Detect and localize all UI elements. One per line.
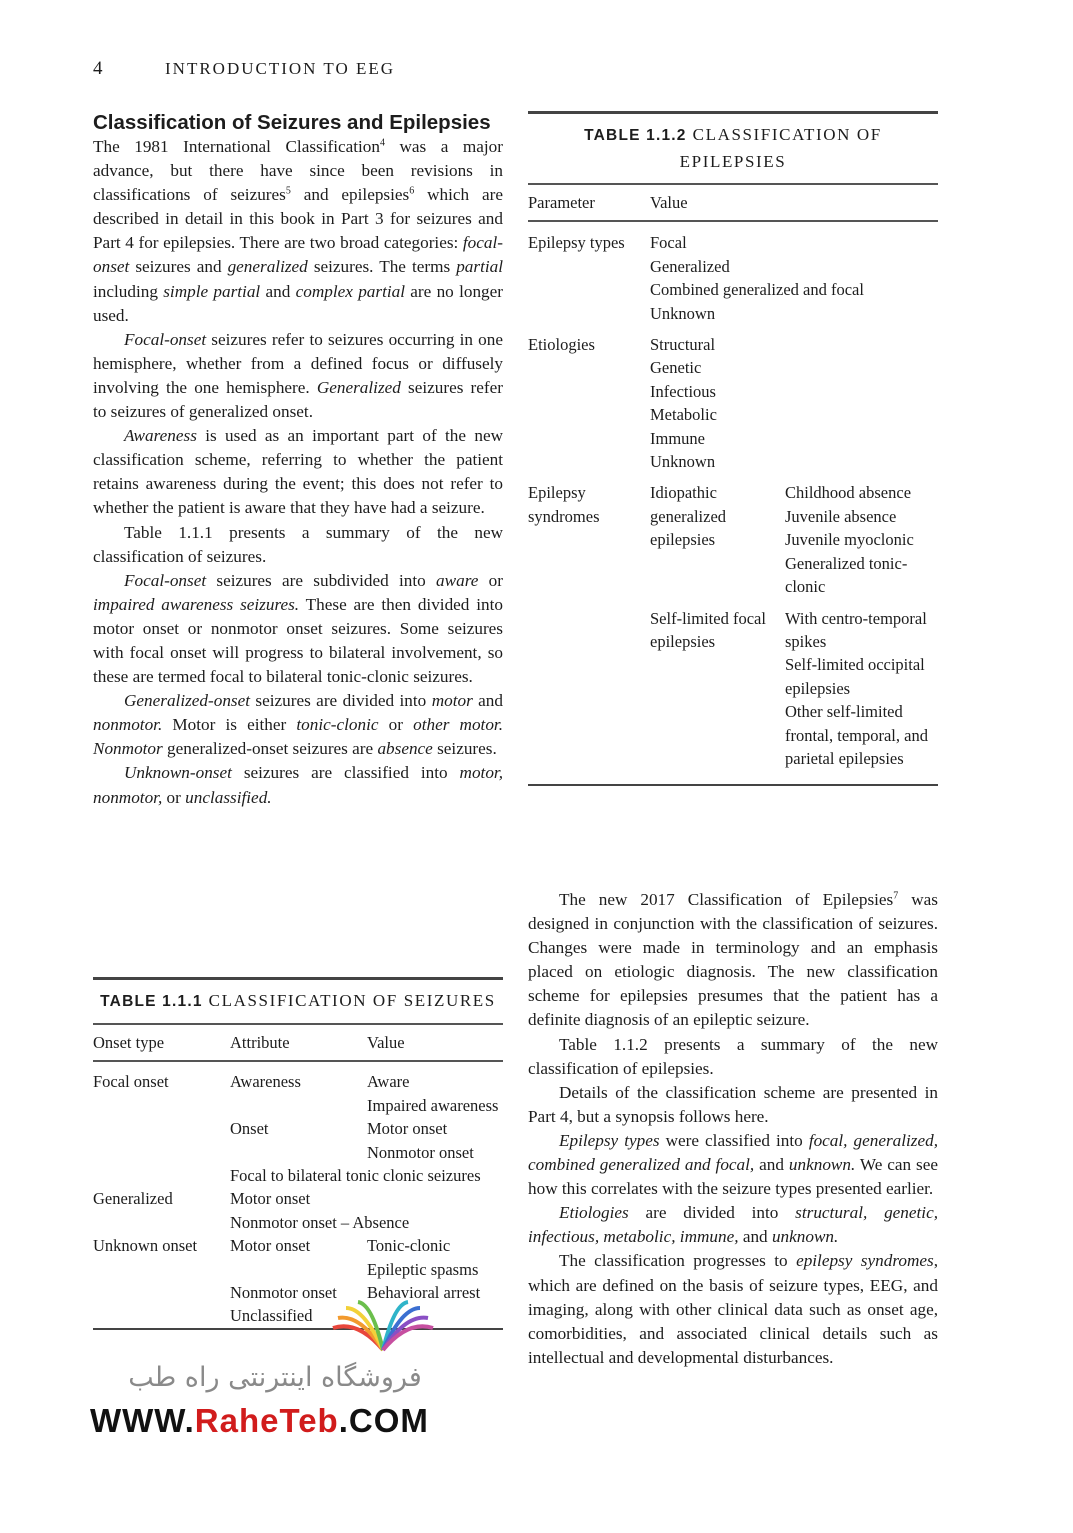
table-number: TABLE 1.1.1: [100, 993, 203, 1010]
header-value: Value: [367, 1033, 405, 1052]
header-parameter: Parameter: [528, 193, 595, 212]
section-heading: Classification of Seizures and Epilepsies: [93, 111, 491, 134]
value-item: Infectious: [650, 381, 716, 401]
value-item: Structural: [650, 335, 716, 355]
cell-value: [785, 607, 938, 771]
paragraph: Unknown-onset seizures are classified into motor, nonmotor, or unclassified.: [93, 763, 503, 807]
value-item: Nonmotor onset: [367, 1142, 474, 1162]
url-brand: RaheTeb: [194, 1402, 339, 1439]
table-caption: [93, 980, 503, 1023]
url-suffix: .COM: [338, 1402, 429, 1439]
value-item: Unknown: [650, 303, 716, 323]
value-item: Behavioral arrest: [367, 1283, 481, 1303]
table-row: [93, 1164, 503, 1187]
value-item: Impaired awareness: [367, 1095, 499, 1115]
value-item: Tonic-clonic: [367, 1236, 451, 1256]
paragraph: Table 1.1.2 presents a summary of the new classification of epilepsies.: [528, 1034, 938, 1078]
value-item: Self-limited occipital epilepsies: [785, 655, 925, 698]
header-onset-type: Onset type: [93, 1033, 165, 1052]
paragraph: The new 2017 Classification of Epilepsies$^7$ was designed in conjunction with the classification of seizures. Changes were made in terminology and an emphasis placed on etiologic diagnosis. The new classification scheme for epilepsies presumes that the patient has a definite diagnosis of an epileptic seizure.: [528, 890, 938, 1030]
table-row: [528, 325, 938, 473]
cell-onset-type: [93, 1211, 230, 1234]
value-item: Focal: [650, 233, 687, 253]
value-item: Childhood absence: [785, 483, 912, 503]
table-classification-of-seizures: [93, 977, 503, 1330]
paragraph: The 1981 International Classification$^4$ was a major advance, but there have since been revisions in classifications of seizures$^5$ and epilepsies$^6$ which are described in detail in this book in Part 3 for seizures and Part 4 for epilepsies. There are two broad categories: focal-onset seizures and generalized seizures. The terms partial including simple partial and complex partial are no longer used.: [93, 137, 503, 325]
page-number: 4: [93, 58, 103, 79]
table-title: CLASSIFICATION OF EPILEPSIES: [679, 125, 882, 171]
cell-value: [367, 1187, 503, 1210]
cell-parameter: Epilepsy types: [528, 233, 625, 253]
table-body: [528, 222, 938, 784]
value-item: Aware: [367, 1072, 410, 1092]
value-item: Generalized tonic-clonic: [785, 553, 908, 597]
table-row: [93, 1234, 503, 1281]
paragraph: Etiologies are divided into structural, genetic, infectious, metabolic, immune, and unknown.: [528, 1203, 938, 1247]
cell-onset-type: [93, 1117, 230, 1164]
header-attribute: Attribute: [230, 1033, 290, 1052]
value-item: Juvenile absence: [785, 506, 897, 526]
table-classification-of-epilepsies: [528, 111, 938, 786]
cell-parameter: Etiologies: [528, 335, 595, 355]
table-number: TABLE 1.1.2: [584, 127, 687, 144]
table-row: [93, 1070, 503, 1117]
cell-attribute: Motor onset: [230, 1236, 311, 1256]
running-head: [93, 58, 395, 80]
cell-value: [785, 481, 938, 598]
cell-subgroup: Self-limited focal epilepsies: [650, 608, 766, 651]
table-title: CLASSIFICATION OF SEIZURES: [208, 991, 496, 1010]
table-body: [93, 1062, 503, 1327]
paragraph: Awareness is used as an important part of the new classification scheme, referring to whether the patient retains awareness during the event; this does not refer to whether the patient is aware that they have had a seizure.: [93, 426, 503, 518]
cell-onset-type: Generalized: [93, 1189, 173, 1209]
cell-attribute: Awareness: [230, 1072, 301, 1092]
cell-onset-type: Focal onset: [93, 1072, 169, 1092]
paragraph: Generalized-onset seizures are divided into motor and nonmotor. Motor is either tonic-clonic or other motor. Nonmotor generalized-onset seizures are absence seizures.: [93, 691, 504, 759]
value-item: Combined generalized and focal: [650, 280, 864, 300]
watermark-persian-text: فروشگاه اینترنتی راه طب: [128, 1362, 422, 1393]
value-item: With centro-temporal spikes: [785, 608, 927, 651]
cell-onset-type: Unknown onset: [93, 1236, 198, 1256]
table-row: [528, 473, 938, 598]
table-caption: [528, 114, 938, 183]
book-logo-icon: [328, 1300, 438, 1360]
paragraph: Table 1.1.1 presents a summary of the new classification of seizures.: [93, 522, 503, 566]
value-item: Motor onset: [367, 1119, 448, 1139]
paragraph: Epilepsy types were classified into focal, generalized, combined generalized and focal, and unknown. We can see how this correlates with the seizure types presented earlier.: [528, 1130, 939, 1199]
cell-value: [367, 1117, 503, 1164]
table-row: [93, 1117, 503, 1164]
table-header-row: [528, 185, 938, 220]
paragraph: Focal-onset seizures refer to seizures occurring in one hemisphere, whether from a defined focus or diffusely involving the one hemisphere. Generalized seizures refer to seizures of generalized onset.: [93, 329, 503, 422]
paragraph: Details of the classification scheme are presented in Part 4, but a synopsis follows here.: [528, 1082, 938, 1126]
table-row: [93, 1187, 503, 1210]
value-item: Metabolic: [650, 405, 717, 425]
cell-parameter: [528, 607, 650, 771]
paragraph: The classification progresses to epilepsy syndromes, which are defined on the basis of seizure types, EEG, and imaging, along with other clinical data such as onset age, comorbidities, and associated clinical details such as intellectual and developmental disturbances.: [528, 1251, 938, 1367]
cell-attribute: Motor onset: [230, 1189, 311, 1209]
cell-value: [650, 231, 938, 325]
watermark-url: [90, 1402, 429, 1440]
table-row: [528, 599, 938, 771]
cell-value: [367, 1234, 503, 1281]
value-item: Genetic: [650, 358, 702, 378]
right-column: [528, 888, 938, 1370]
running-title: INTRODUCTION TO EEG: [165, 59, 396, 78]
table-header-row: [93, 1025, 503, 1060]
value-item: Other self-limited frontal, temporal, and parietal epilepsies: [785, 702, 928, 768]
cell-value: [367, 1070, 503, 1117]
cell-attribute: Nonmotor onset: [230, 1283, 337, 1303]
cell-attribute: Onset: [230, 1119, 269, 1139]
table-row: [528, 223, 938, 325]
watermark: [90, 1300, 470, 1450]
left-column: [93, 110, 503, 810]
value-item: Generalized: [650, 256, 730, 276]
cell-attribute: Nonmotor onset – Absence: [230, 1212, 410, 1232]
table-row: [93, 1211, 503, 1234]
cell-subgroup: Idiopathic generalized epilepsies: [650, 483, 727, 550]
value-item: Epileptic spasms: [367, 1259, 479, 1279]
cell-onset-type: [93, 1164, 230, 1187]
cell-value: [650, 333, 938, 473]
cell-attribute: Focal to bilateral tonic clonic seizures: [230, 1166, 481, 1186]
value-item: Immune: [650, 428, 705, 448]
value-item: Juvenile myoclonic: [785, 530, 914, 550]
header-value: Value: [650, 193, 688, 212]
table-bottom-rule: [528, 784, 938, 786]
left-paragraphs: [93, 135, 503, 810]
value-item: Unknown: [650, 452, 716, 472]
cell-parameter: Epilepsy syndromes: [528, 483, 600, 526]
cell-attribute: Unclassified: [230, 1306, 313, 1326]
url-prefix: WWW.: [90, 1402, 195, 1439]
paragraph: Focal-onset seizures are subdivided into aware or impaired awareness seizures. These are then divided into motor onset or nonmotor onset seizures. Some seizures with focal onset will progress to bilateral involvement, so these are termed focal to bilateral tonic-clonic seizures.: [93, 570, 503, 687]
